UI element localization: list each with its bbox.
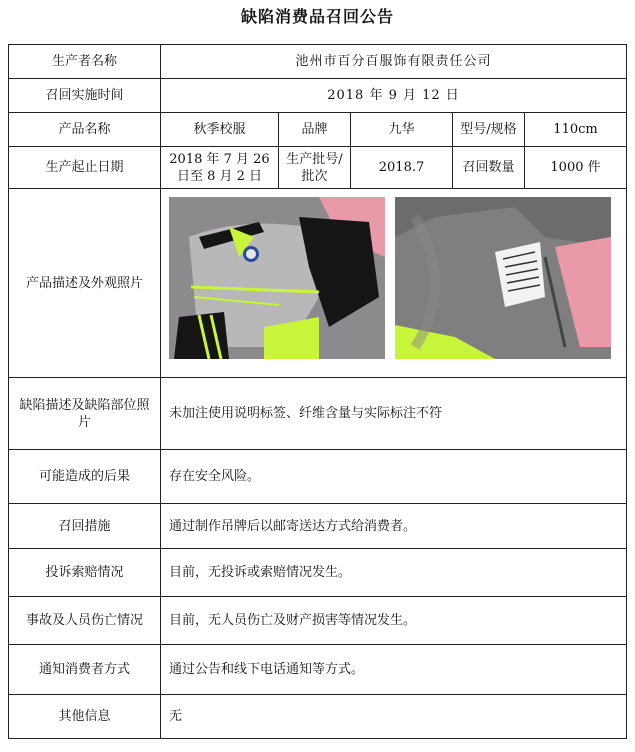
notice-label: 通知消费者方式 xyxy=(9,645,161,695)
brand-label: 品牌 xyxy=(279,113,351,147)
complaints-label: 投诉索赔情况 xyxy=(9,549,161,597)
row-production xyxy=(9,147,627,189)
production-dates: 2018 年 7 月 26 日至 8 月 2 日 xyxy=(161,147,279,189)
producer-label: 生产者名称 xyxy=(9,45,161,79)
notice-value: 通过公告和线下电话通知等方式。 xyxy=(161,645,627,695)
row-other xyxy=(9,695,627,739)
complaints-value: 目前，无投诉或索赔情况发生。 xyxy=(161,549,627,597)
production-label: 生产起止日期 xyxy=(9,147,161,189)
batch-label: 生产批号/批次 xyxy=(279,147,351,189)
row-photos xyxy=(9,189,627,378)
recall-table xyxy=(8,44,627,739)
accidents-label: 事故及人员伤亡情况 xyxy=(9,597,161,645)
row-complaints xyxy=(9,549,627,597)
recall-time-value: 2018 年 9 月 12 日 xyxy=(161,79,627,113)
defect-label: 缺陷描述及缺陷部位照片 xyxy=(9,378,161,450)
jacket-front-photo xyxy=(169,197,385,359)
brand-value: 九华 xyxy=(351,113,453,147)
other-label: 其他信息 xyxy=(9,695,161,739)
batch-value: 2018.7 xyxy=(351,147,453,189)
other-value: 无 xyxy=(161,695,627,739)
accidents-value: 目前，无人员伤亡及财产损害等情况发生。 xyxy=(161,597,627,645)
row-measures xyxy=(9,504,627,549)
measures-label: 召回措施 xyxy=(9,504,161,549)
defect-value: 未加注使用说明标签、纤维含量与实际标注不符 xyxy=(161,378,627,450)
model-label: 型号/规格 xyxy=(453,113,525,147)
qty-label: 召回数量 xyxy=(453,147,525,189)
jacket-label-photo xyxy=(395,197,611,359)
row-accidents xyxy=(9,597,627,645)
consequence-value: 存在安全风险。 xyxy=(161,450,627,504)
page-title: 缺陷消费品召回公告 xyxy=(240,7,394,26)
row-producer xyxy=(9,45,627,79)
recall-time-label: 召回实施时间 xyxy=(9,79,161,113)
producer-value: 池州市百分百服饰有限责任公司 xyxy=(161,45,627,79)
model-value: 110cm xyxy=(525,113,627,147)
row-consequence xyxy=(9,450,627,504)
photos-label: 产品描述及外观照片 xyxy=(9,189,161,378)
product-label: 产品名称 xyxy=(9,113,161,147)
product-value: 秋季校服 xyxy=(161,113,279,147)
qty-value: 1000 件 xyxy=(525,147,627,189)
row-notice xyxy=(9,645,627,695)
consequence-label: 可能造成的后果 xyxy=(9,450,161,504)
photos-cell xyxy=(161,189,627,378)
row-recall-time xyxy=(9,79,627,113)
measures-value: 通过制作吊牌后以邮寄送达方式给消费者。 xyxy=(161,504,627,549)
row-defect xyxy=(9,378,627,450)
row-product xyxy=(9,113,627,147)
